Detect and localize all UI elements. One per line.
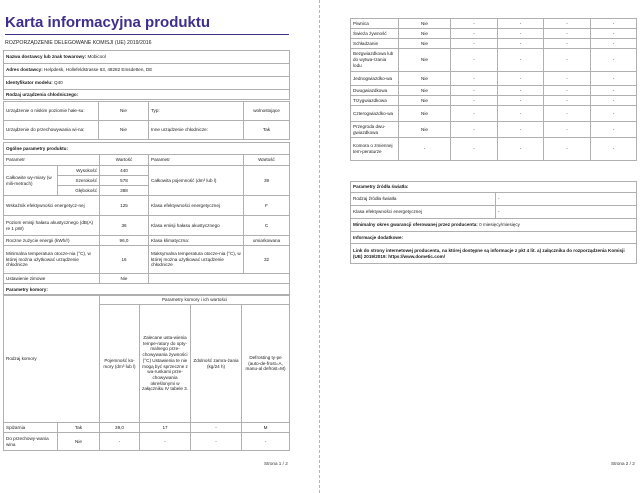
compartment-row <box>351 39 637 49</box>
light-type-value: - <box>496 193 637 206</box>
wine-label: Urządzenie do przechowywania wi-na: <box>4 121 99 140</box>
pantry-defrost: M <box>242 423 290 433</box>
depth-value: 388 <box>100 186 149 196</box>
compartment-row-cell: - <box>451 106 498 122</box>
compartment-row-cell: - <box>544 72 591 86</box>
comp-freeze-header: Zdolność zamra-żania (kg/24 h) <box>191 305 242 423</box>
compartment-row <box>351 49 637 72</box>
compartment-row-cell: - <box>451 19 498 29</box>
compartment-row-cell: - <box>544 39 591 49</box>
page-number-2: Strona 2 / 2 <box>611 461 635 466</box>
compartment-row-cell: Nie <box>399 106 451 122</box>
compartment-row-cell: Nie <box>399 72 451 86</box>
other-label: Inne urządzenie chłodnicze: <box>149 121 244 140</box>
light-class-label: Klasa efektywności energetycznej <box>351 206 496 219</box>
compartment-row-cell: - <box>451 122 498 138</box>
col-param-2: Parametr <box>149 155 244 166</box>
compartment-row-cell: - <box>591 72 637 86</box>
warranty-cell: Minimalny okres gwarancji oferowanej przez producenta: 0 miesięcy/miesięcy <box>351 219 637 232</box>
compartment-row-cell: - <box>498 86 544 96</box>
compartment-row-cell: - <box>451 29 498 39</box>
light-table <box>350 181 637 264</box>
compartment-row-cell: - <box>544 106 591 122</box>
min-temp-value: 16 <box>100 246 149 274</box>
height-label: Wysokość <box>58 166 100 176</box>
annual-energy-label: Roczne zużycie energii (kWh/r) <box>4 236 100 246</box>
compartment-row-label: Piwnica <box>351 19 399 29</box>
noise-class-label: Klasa emisji hałasu akustycznego <box>149 216 244 236</box>
low-noise-value: Nie <box>99 102 149 121</box>
wine-store-freeze: - <box>191 433 242 451</box>
compartment-row-cell: - <box>498 72 544 86</box>
width-label: Szerokość <box>58 176 100 186</box>
type-table <box>3 101 290 140</box>
compartment-row-cell: - <box>591 138 637 161</box>
wine-value: Nie <box>99 121 149 140</box>
dims-label: Całkowite wy-miary (w mili-metrach) <box>4 166 58 196</box>
eei-label: Wskaźnik efektywności energetycz-nej <box>4 196 100 216</box>
light-header: Parametry źródła światła: <box>351 182 637 193</box>
compartment-header: Parametry komory: <box>4 284 290 296</box>
compartment-row-cell: - <box>591 19 637 29</box>
model-cell: Identyfikator modelu: Q40 <box>4 77 290 90</box>
winter-label: Ustawienie zimowe <box>4 274 100 284</box>
general-header: Ogólne parametry produktu: <box>4 143 290 155</box>
noise-value: 36 <box>100 216 149 236</box>
light-type-label: Rodzaj źródła światła <box>351 193 496 206</box>
compartment-row-cell: - <box>544 96 591 106</box>
compartment-row <box>351 19 637 29</box>
manufacturer-link[interactable]: Link do strony internetowej producenta, na której dostępne są informacje z pkt 4 lit. a) załącznika do rozporządzenia Komisji (UE) 2019/2019: https://www.dometic.com/ <box>351 244 637 264</box>
compartment-row <box>351 29 637 39</box>
appliance-type-header: Rodzaj urządzenia chłodniczego: <box>4 90 290 100</box>
compartment-row-label: Komora o zmiennej tem-peraturze <box>351 138 399 161</box>
pantry-volume: 39,0 <box>100 423 140 433</box>
compartment-row-cell: - <box>498 138 544 161</box>
wine-store-volume: - <box>100 433 140 451</box>
compartment-row <box>351 106 637 122</box>
compartment-row-cell: - <box>498 29 544 39</box>
depth-label: Głębokość <box>58 186 100 196</box>
climate-label: Klasa klimatyczna: <box>149 236 244 246</box>
compartment-row-label: Trzygwiazdkowa <box>351 96 399 106</box>
compartment-row-cell: - <box>451 49 498 72</box>
compartment-row-cell: - <box>544 29 591 39</box>
compartment-row-label: Jednogwiazdko-wa <box>351 72 399 86</box>
page-1 <box>0 0 318 493</box>
compartment-row-label: Dwugwiazdkowa <box>351 86 399 96</box>
comp-defrost-header: Defrosting ty-pe (auto-de-frost=A, manu-al defrost=M) <box>242 305 290 423</box>
annual-energy-value: 96,0 <box>100 236 149 246</box>
supplier-table <box>3 50 290 100</box>
compartment-row-cell: - <box>544 122 591 138</box>
additional-header: Informacje dodatkowe: <box>351 232 637 244</box>
document-title: Karta informacyjna produktu <box>5 14 211 31</box>
compartment-row-label: Czterogwiazdko-wa <box>351 106 399 122</box>
compartment-row-cell: - <box>591 86 637 96</box>
noise-class-value: C <box>244 216 290 236</box>
compartment-row-cell: - <box>591 96 637 106</box>
comp-temp-header: Zalecane usta-wienia tempe-ratury do opty-malnego prze-chowywania żywności (°C) Ustawienia te nie mogą być sprzeczne z wa-runkami prze-chowywania określonymi w załączniku IV tabele 3. <box>140 305 191 423</box>
climate-value: umiarkowana <box>244 236 290 246</box>
address-cell: Adres dostawcy: Helpdesk, Hollefeldstrasse 63, 48282 Emsdetten, DE <box>4 64 290 77</box>
compartment-row-cell: Nie <box>399 86 451 96</box>
compartment-row-label: Schładzanie <box>351 39 399 49</box>
regulation-text: ROZPORZĄDZENIE DELEGOWANE KOMISJI (UE) 2019/2016 <box>5 40 152 46</box>
compartment-row-cell: - <box>544 138 591 161</box>
compartment-row-cell: - <box>591 29 637 39</box>
compartment-row-cell: - <box>451 39 498 49</box>
compartment-row <box>351 138 637 161</box>
wine-store-temp: - <box>140 433 191 451</box>
compartment-rows-table <box>350 18 637 161</box>
compartment-row-cell: - <box>498 106 544 122</box>
compartment-row-cell: Nie <box>399 49 451 72</box>
compartment-table <box>3 294 290 451</box>
pantry-temp: 17 <box>140 423 191 433</box>
wine-store-defrost: - <box>242 433 290 451</box>
title-rule <box>5 34 289 35</box>
max-temp-value: 32 <box>244 246 290 274</box>
compartment-row-cell: Nie <box>399 122 451 138</box>
winter-value: Nie <box>100 274 149 284</box>
compartment-row-cell: Nie <box>399 29 451 39</box>
type-value: wolnostojące <box>244 102 290 121</box>
compartment-row-label: Świeża żywność <box>351 29 399 39</box>
height-value: 440 <box>100 166 149 176</box>
compartment-row-cell: - <box>591 122 637 138</box>
compartment-row <box>351 72 637 86</box>
compartment-row-cell: - <box>544 19 591 29</box>
supplier-cell: Nazwa dostawcy lub znak towarowy: Mobicool <box>4 51 290 64</box>
compartment-row-cell: - <box>451 86 498 96</box>
compartment-row-cell: Nie <box>399 96 451 106</box>
col-param-1: Parametr <box>4 155 100 166</box>
compartment-row-cell: - <box>451 72 498 86</box>
volume-label: Całkowita pojemność (dm³ lub l) <box>149 166 244 196</box>
page-divider <box>319 0 320 493</box>
compartment-row-cell: - <box>498 122 544 138</box>
max-temp-label: Maksymalna temperatura otocze-nia (°C), w której można użytkować urządzenie chłodnicze <box>149 246 244 274</box>
pantry-label: Spiżarnia <box>4 423 58 433</box>
compartment-row-cell: - <box>498 19 544 29</box>
compartment-row-cell: - <box>498 96 544 106</box>
compartment-row <box>351 122 637 138</box>
compartment-row-cell: - <box>544 86 591 96</box>
comp-type-label: Rodzaj komory <box>4 295 100 423</box>
page-2 <box>322 0 640 493</box>
compartment-row-cell: - <box>451 138 498 161</box>
pantry-freeze: - <box>191 423 242 433</box>
compartment-row-cell: - <box>591 39 637 49</box>
compartment-row-cell: - <box>544 49 591 72</box>
wine-store-label: Do przechowy-wania wina <box>4 433 58 451</box>
general-params-table <box>3 142 290 296</box>
min-temp-label: Minimalna temperatura otocze-nia (°C), w której można użytkować urządzenie chłodnicze <box>4 246 100 274</box>
energy-class-value: F <box>244 196 290 216</box>
compartment-row-cell: Nie <box>399 19 451 29</box>
comp-vol-header: Pojemność ko-mory (dm³ lub l) <box>100 305 140 423</box>
type-label: Typ: <box>149 102 244 121</box>
compartment-row <box>351 86 637 96</box>
page-number-1: Strona 1 / 2 <box>264 461 288 466</box>
compartment-row-cell: - <box>498 49 544 72</box>
col-value-2: Wartość <box>244 155 290 166</box>
compartment-row-cell: - <box>399 138 451 161</box>
compartment-row-cell: - <box>451 96 498 106</box>
other-value: Tak <box>244 121 290 140</box>
compartment-row-cell: - <box>498 39 544 49</box>
compartment-row-label: Bezgwiazdkowa lub do wytwa-rzania lodu <box>351 49 399 72</box>
energy-class-label: Klasa efektywności energetycznej <box>149 196 244 216</box>
compartment-row-cell: - <box>591 106 637 122</box>
col-value-1: Wartość <box>100 155 149 166</box>
light-class-value: - <box>496 206 637 219</box>
volume-value: 39 <box>244 166 290 196</box>
compartment-row-cell: - <box>591 49 637 72</box>
comp-params-header: Parametry komory i ich wartości <box>100 295 290 305</box>
compartment-row-label: Przegroda dwu-gwiazdkowa <box>351 122 399 138</box>
low-noise-label: Urządzenie o niskim poziomie hałe-su: <box>4 102 99 121</box>
width-value: 578 <box>100 176 149 186</box>
noise-label: Poziom emisji hałasu akustycznego (dB(A) re 1 pW) <box>4 216 100 236</box>
wine-store-flag: Nie <box>58 433 100 451</box>
compartment-row-cell: Nie <box>399 39 451 49</box>
compartment-row <box>351 96 637 106</box>
pantry-flag: Tak <box>58 423 100 433</box>
eei-value: 125 <box>100 196 149 216</box>
